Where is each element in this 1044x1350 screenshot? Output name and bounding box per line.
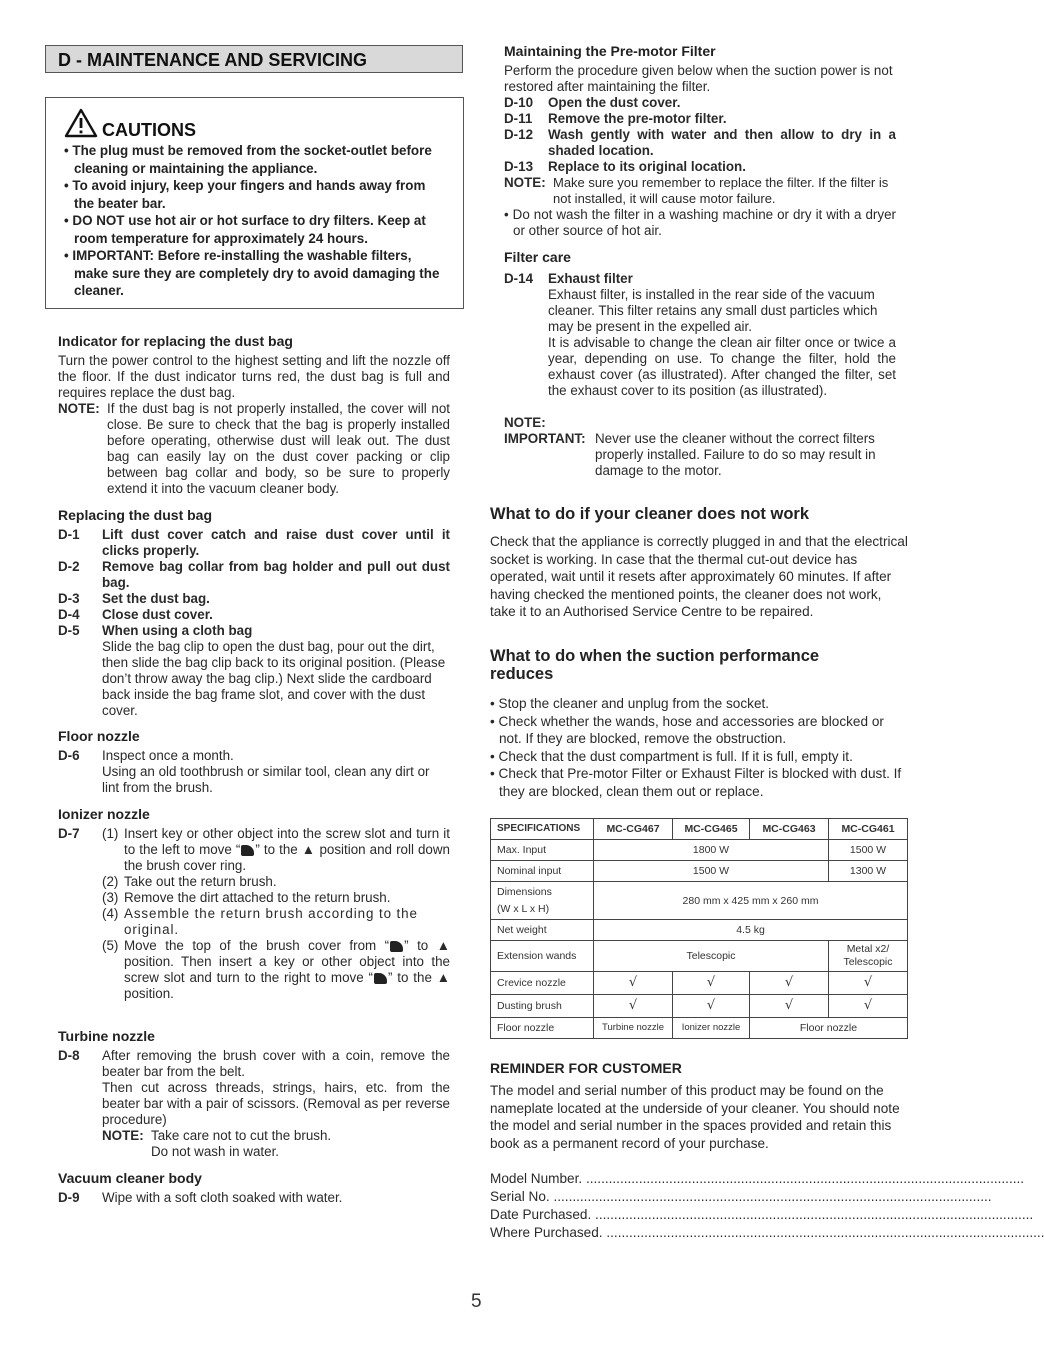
step-text: Wash gently with water and then allow to dry in a shaded location. — [548, 127, 896, 158]
step-number: D-8 — [58, 1048, 80, 1063]
table-cell: Nominal input — [491, 861, 594, 882]
filtercare-section — [504, 249, 896, 479]
step-text: Replace to its original location. — [548, 159, 746, 174]
step-text: Close dust cover. — [102, 607, 213, 622]
check-icon: √ — [829, 972, 908, 995]
sub-number: (2) — [102, 874, 119, 889]
date-purchased-field: Date Purchased. .................................................................................................................... — [490, 1206, 1034, 1222]
cautions-box — [45, 97, 464, 309]
floor-line2: Using an old toothbrush or similar tool, clean any dirt or lint from the brush. — [102, 764, 430, 795]
field-label: Date Purchased. — [490, 1206, 592, 1222]
caution-item: • IMPORTANT: Before re-installing the washable filters, make sure they are completely dry to avoid damaging the cleaner. — [64, 248, 440, 298]
check-icon: √ — [673, 995, 750, 1018]
note-label: NOTE: — [504, 175, 546, 190]
table-header-row — [491, 819, 908, 840]
turbine-section — [58, 1028, 450, 1160]
table-cell: Ionizer nozzle — [673, 1018, 750, 1039]
step-number: D-1 — [58, 527, 80, 542]
replacing-heading: Replacing the dust bag — [58, 507, 213, 523]
floor-section — [58, 728, 450, 796]
suction-heading: What to do when the suction performance reduces — [490, 647, 820, 683]
premotor-bullet: • Do not wash the filter in a washing machine or dry it with a dryer or other source of hot air. — [504, 207, 896, 238]
filtercare-title: Exhaust filter — [548, 271, 633, 286]
table-row — [491, 972, 908, 995]
reminder-section — [490, 1060, 1044, 1242]
sub-text: Move the top of the brush cover from “ — [124, 938, 390, 953]
field-label: Where Purchased. — [490, 1224, 603, 1240]
table-cell: Extension wands — [491, 941, 594, 972]
list-item: • Check whether the wands, hose and accessories are blocked or not. If they are blocked, remove the obstruction. — [490, 713, 884, 746]
table-cell: 1500 W — [594, 861, 829, 882]
step-number: D-5 — [58, 623, 80, 638]
notwork-section — [490, 505, 910, 621]
note-label: NOTE: — [504, 415, 546, 430]
sub-text: ” to the ▲ position and roll down the brush cover ring. — [124, 842, 450, 873]
list-item: • Check that the dust compartment is full. If it is full, empty it. — [490, 748, 853, 764]
note-label: NOTE: — [102, 1128, 144, 1143]
sub-number: (5) — [102, 938, 119, 953]
table-row — [491, 995, 908, 1018]
indicator-heading: Indicator for replacing the dust bag — [58, 333, 293, 349]
sub-text: ” to the ▲ position. — [124, 970, 450, 1001]
step-text: Open the dust cover. — [548, 95, 681, 110]
caution-item: • To avoid injury, keep your fingers and hands away from the beater bar. — [64, 178, 426, 211]
ionizer-heading: Ionizer nozzle — [58, 806, 150, 822]
field-label: Model Number. — [490, 1171, 583, 1187]
table-cell: Floor nozzle — [750, 1018, 908, 1039]
cautions-list — [64, 142, 449, 300]
step-text: Remove the pre-motor filter. — [548, 111, 727, 126]
table-cell: Floor nozzle — [491, 1018, 594, 1039]
section-title: D - MAINTENANCE AND SERVICING — [45, 45, 463, 73]
indicator-body: Turn the power control to the highest setting and lift the nozzle off the floor. If the dust indicator turns red, the dust bag is full and requires replace the dust bag. — [58, 353, 450, 400]
check-icon: √ — [829, 995, 908, 1018]
table-cell: 4.5 kg — [594, 920, 908, 941]
table-row — [491, 941, 908, 972]
step-number: D-14 — [504, 271, 534, 286]
body-heading: Vacuum cleaner body — [58, 1170, 202, 1186]
sub-number: (3) — [102, 890, 119, 905]
sub-number: (4) — [102, 906, 119, 921]
unlock-symbol-icon — [374, 973, 387, 984]
suction-section — [490, 647, 910, 800]
table-header: MC-CG461 — [829, 819, 908, 840]
indicator-note: If the dust bag is not properly installed, the cover will not close. Be sure to check that the bag is properly installed before operating, otherwise dust will leak out. The dust bag can easily lay on the dust cover packing or clip between bag collar and body, so be sure to properly extend it into the vacuum cleaner body. — [107, 401, 450, 496]
turbine-p2: Then cut across threads, strings, hairs, etc. from the beater bar with a pair of scissors. (Removal as per reverse procedure) — [102, 1080, 450, 1127]
sub-text: Remove the dirt attached to the return brush. — [124, 890, 391, 905]
table-row — [491, 861, 908, 882]
step-text: Remove bag collar from bag holder and pull out dust bag. — [102, 559, 450, 590]
sub-text: Assemble the return brush according to the original. — [124, 906, 418, 937]
unlock-symbol-icon — [390, 941, 403, 952]
table-row — [491, 840, 908, 861]
table-cell: 280 mm x 425 mm x 260 mm — [594, 882, 908, 920]
indicator-section — [58, 333, 450, 497]
table-cell: Telescopic — [843, 956, 893, 968]
check-icon: √ — [673, 972, 750, 995]
serial-number-field: Serial No. .................................................................................................................... — [490, 1189, 992, 1205]
filtercare-heading: Filter care — [504, 249, 571, 265]
table-header: MC-CG467 — [594, 819, 673, 840]
premotor-section — [504, 43, 896, 239]
step-number: D-10 — [504, 95, 534, 110]
premotor-note: Make sure you remember to replace the filter. If the filter is not installed, it will cause motor failure. — [553, 175, 889, 206]
table-cell: Telescopic — [594, 941, 829, 972]
page-number: 5 — [471, 1291, 482, 1312]
step-number: D-3 — [58, 591, 80, 606]
step-text: When using a cloth bag — [102, 623, 253, 638]
step-text: Set the dust bag. — [102, 591, 210, 606]
table-row — [491, 920, 908, 941]
unlock-symbol-icon — [241, 845, 254, 856]
cautions-heading-row — [64, 104, 449, 138]
filtercare-p2: It is advisable to change the clean air filter once or twice a year, depending on use. To change the filter, hold the exhaust cover (as illustrated). After changed the filter, set the exhaust cover to its position (as illustrated). — [548, 335, 896, 398]
step-number: D-9 — [58, 1190, 80, 1205]
step-number: D-12 — [504, 127, 534, 142]
floor-line1: Inspect once a month. — [102, 748, 234, 763]
model-number-field: Model Number. .................................................................................................................... — [490, 1171, 1025, 1187]
notwork-heading: What to do if your cleaner does not work — [490, 505, 810, 523]
table-cell: (W x L x H) — [497, 902, 550, 915]
turbine-p1: After removing the brush cover with a coin, remove the beater bar from the belt. — [102, 1048, 450, 1079]
list-item: • Check that Pre-motor Filter or Exhaust Filter is blocked with dust. If they are blocked, clean them out or replace. — [490, 766, 902, 799]
table-cell: Dimensions — [497, 885, 552, 898]
replacing-section — [58, 507, 450, 719]
turbine-heading: Turbine nozzle — [58, 1028, 155, 1044]
turbine-note1: Take care not to cut the brush. — [151, 1128, 332, 1143]
ionizer-section — [58, 806, 450, 1002]
body-text: Wipe with a soft cloth soaked with water. — [102, 1190, 343, 1205]
d5-body: Slide the bag clip to open the dust bag, pour out the dirt, then slide the bag clip back to its original position. (Please don’t throw away the bag clip.) Next slide the cardboard back inside the bag frame slot, and cover with the dust cover. — [102, 639, 446, 718]
sub-text: ” to ▲ position. Then insert a key or other object into the screw slot and turn to the right to move “ — [124, 938, 450, 985]
turbine-note2: Do not wash in water. — [151, 1144, 280, 1159]
step-number: D-13 — [504, 159, 534, 174]
table-cell: Metal x2/ — [846, 943, 890, 955]
body-section — [58, 1170, 450, 1206]
table-header: MC-CG463 — [750, 819, 829, 840]
check-icon: √ — [594, 972, 673, 995]
premotor-intro: Perform the procedure given below when the suction power is not restored after maintaining the filter. — [504, 63, 893, 94]
step-text: Lift dust cover catch and raise dust cover until it clicks properly. — [102, 527, 450, 558]
check-icon: √ — [750, 995, 829, 1018]
table-cell: Max. Input — [491, 840, 594, 861]
table-row — [491, 1018, 908, 1039]
filtercare-p1: Exhaust filter, is installed in the rear side of the vacuum cleaner. This filter retains any small dust particles which may be present in the expelled air. — [548, 287, 878, 334]
sub-text: Take out the return brush. — [124, 874, 277, 889]
table-header: MC-CG465 — [673, 819, 750, 840]
note-label: NOTE: — [58, 401, 100, 416]
table-cell: 1500 W — [829, 840, 908, 861]
check-icon: √ — [750, 972, 829, 995]
step-number: D-2 — [58, 559, 80, 574]
step-number: D-11 — [504, 111, 533, 126]
floor-heading: Floor nozzle — [58, 728, 140, 744]
table-cell: Turbine nozzle — [594, 1018, 673, 1039]
step-number: D-4 — [58, 607, 80, 622]
where-purchased-field: Where Purchased. .................................................................................................................... — [490, 1224, 1044, 1240]
specifications-table — [490, 818, 908, 1039]
field-label: Serial No. — [490, 1189, 550, 1205]
step-number: D-6 — [58, 748, 80, 763]
table-cell: Net weight — [491, 920, 594, 941]
check-icon: √ — [594, 995, 673, 1018]
cautions-heading: CAUTIONS — [102, 120, 196, 140]
table-header: SPECIFICATIONS — [491, 819, 594, 840]
table-cell: 1300 W — [829, 861, 908, 882]
list-item: • Stop the cleaner and unplug from the socket. — [490, 696, 770, 711]
caution-item: • The plug must be removed from the socket-outlet before cleaning or maintaining the appliance. — [64, 143, 432, 176]
reminder-text: The model and serial number of this product may be found on the nameplate located at the underside of your cleaner. You should note the model and serial number in the spaces provided and retain this book as a permanent record of your purchase. — [490, 1083, 900, 1151]
important-label: IMPORTANT: — [504, 431, 586, 446]
suction-list — [490, 695, 910, 800]
notwork-text: Check that the appliance is correctly plugged in and that the electrical socket is working. In case that the thermal cut-out device has operated, wait until it resets after approximately 60 minutes. If after having checked the mentioned points, the cleaner does not work, take it to an Authorised Service Centre to be repaired. — [490, 534, 908, 620]
table-cell: Crevice nozzle — [491, 972, 594, 995]
caution-item: • DO NOT use hot air or hot surface to dry filters. Keep at room temperature for approximately 24 hours. — [64, 213, 426, 246]
reminder-heading: REMINDER FOR CUSTOMER — [490, 1060, 682, 1076]
table-cell: Dusting brush — [491, 995, 594, 1018]
table-row — [491, 882, 908, 920]
step-number: D-7 — [58, 826, 80, 841]
premotor-heading: Maintaining the Pre-motor Filter — [504, 43, 716, 59]
warning-icon — [64, 108, 98, 138]
table-cell: 1800 W — [594, 840, 829, 861]
sub-text: Insert key or other object into the screw slot and turn it to the left to move “ — [124, 826, 450, 857]
important-text: Never use the cleaner without the correct filters properly installed. Failure to do so may result in damage to the motor. — [595, 431, 876, 478]
sub-number: (1) — [102, 826, 119, 841]
